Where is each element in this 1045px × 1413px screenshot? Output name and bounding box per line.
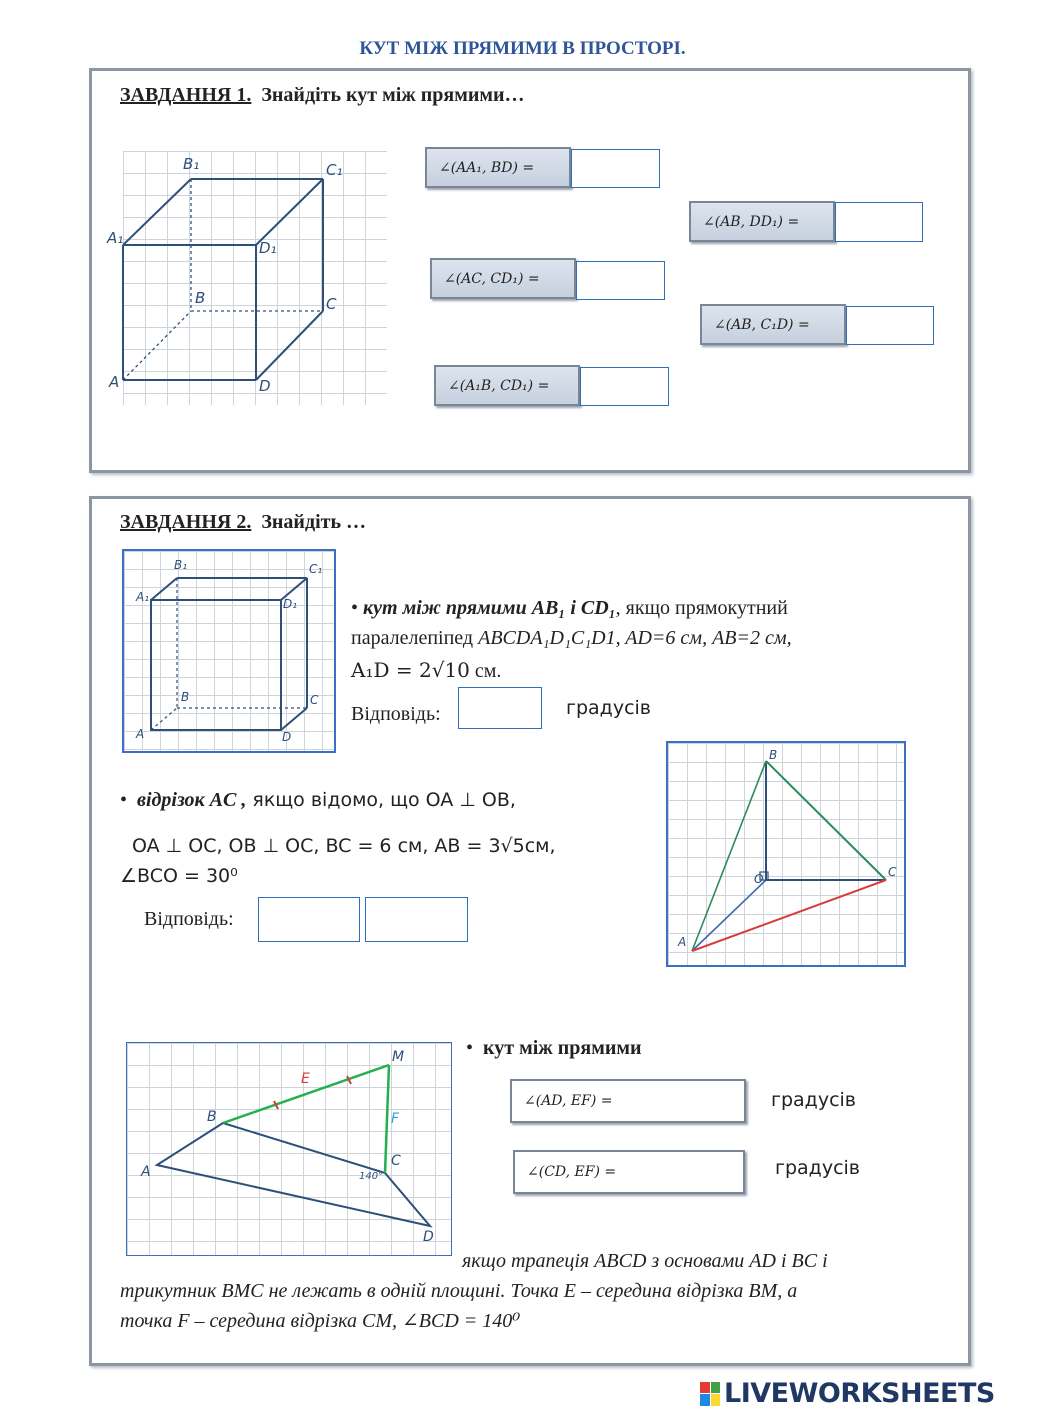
edge-ac bbox=[692, 880, 886, 951]
expr-aa1-bd: ∠(AA₁, BD) = bbox=[425, 147, 571, 188]
task1-title-text: Знайдіть кут між прямими… bbox=[261, 84, 525, 106]
item2-answer-input-2[interactable] bbox=[365, 897, 468, 942]
box-edge-ab-hidden bbox=[151, 708, 177, 730]
item1-answer-label: Відповідь: bbox=[351, 703, 441, 725]
item3-condition-2-text: трикутник BMC не лежать в одній площині. Точка E – середина відрізка BM, а bbox=[120, 1280, 798, 1302]
liveworksheets-brand: LIVEWORKSHEETS bbox=[724, 1378, 995, 1409]
box-label-b: B bbox=[181, 690, 190, 704]
box-label-c: C bbox=[310, 693, 319, 707]
cube-label-a: A bbox=[109, 373, 120, 391]
item2-answer-label: Відповідь: bbox=[144, 908, 234, 930]
item1-bold: кут між прямими AB₁ і CD₁ bbox=[363, 597, 616, 619]
item3-condition-3-text: точка F – середина відрізка CM, ∠BCD = 140⁰ bbox=[120, 1310, 521, 1332]
tetra-label-c: C bbox=[888, 865, 897, 879]
item2-line3: ∠BCO = 30⁰ bbox=[120, 865, 238, 887]
cube-label-c1: C₁ bbox=[326, 161, 343, 179]
item3-condition-1-text: якщо трапеція ABCD з основами AD і BC і bbox=[462, 1250, 828, 1272]
item1-formula: A₁D = 2√10 bbox=[351, 658, 470, 682]
cube-label-d1: D₁ bbox=[259, 239, 277, 257]
trap-label-d: D bbox=[423, 1229, 434, 1245]
trap-label-f: F bbox=[391, 1111, 400, 1127]
item1-line3 bbox=[351, 655, 751, 686]
item3-condition-3 bbox=[120, 1306, 940, 1336]
tetra-label-a: A bbox=[678, 935, 687, 949]
item1-line2-a: паралелепіпед bbox=[351, 627, 479, 649]
cube-label-a1: A₁ bbox=[107, 229, 124, 247]
task1-panel bbox=[89, 68, 971, 473]
edge-d1c1 bbox=[256, 179, 323, 245]
trap-label-c: C bbox=[391, 1153, 401, 1169]
item1-answer-input[interactable] bbox=[458, 687, 542, 729]
item1-unit: градусів bbox=[566, 697, 651, 719]
task1-cube-figure bbox=[107, 151, 387, 405]
tetra-label-o: O bbox=[754, 872, 764, 886]
item1-text1: , якщо прямокутний bbox=[615, 597, 788, 619]
edge-ab bbox=[692, 761, 766, 951]
page-title: КУТ МІЖ ПРЯМИМИ В ПРОСТОРІ. bbox=[359, 38, 686, 59]
task2-title-text: Знайдіть … bbox=[261, 511, 367, 533]
answer-input-aa1-bd[interactable] bbox=[571, 149, 660, 188]
item1-line2 bbox=[351, 623, 911, 653]
item1-line1 bbox=[351, 593, 871, 623]
trap-label-b: B bbox=[207, 1109, 217, 1125]
item1-bullet: • bbox=[351, 597, 359, 619]
box-front-face bbox=[151, 600, 281, 730]
cube-label-b: B bbox=[195, 289, 206, 307]
task2-title bbox=[120, 511, 366, 534]
item1-unit-cm: см. bbox=[469, 660, 502, 682]
trap-label-e: E bbox=[301, 1071, 310, 1087]
item2-bullet: • bbox=[120, 789, 128, 811]
trap-angle-label: 140° bbox=[359, 1171, 384, 1182]
item3-bold: кут між прямими bbox=[483, 1037, 642, 1059]
item2-text1: якщо відомо, що OA ⊥ OB, bbox=[246, 789, 516, 811]
edge-bc bbox=[766, 761, 886, 880]
box-label-b1: B₁ bbox=[174, 558, 188, 572]
answer-input-ab-c1d[interactable] bbox=[846, 306, 934, 345]
box-edge-a1b1 bbox=[151, 578, 177, 600]
box-label-a: A bbox=[136, 727, 145, 741]
item3-figure bbox=[126, 1042, 452, 1256]
answer-input-ab-dd1[interactable] bbox=[835, 202, 923, 242]
task2-box-figure bbox=[122, 549, 336, 753]
segment-mc bbox=[385, 1065, 389, 1173]
trap-label-a: A bbox=[141, 1164, 151, 1180]
liveworksheets-logo-icon bbox=[700, 1382, 720, 1406]
box-label-d1: D₁ bbox=[283, 597, 298, 611]
box-label-d: D bbox=[282, 730, 292, 744]
task2-title-number: ЗАВДАННЯ 2. bbox=[120, 511, 252, 533]
task1-title-number: ЗАВДАННЯ 1. bbox=[120, 84, 252, 106]
edge-a1b1 bbox=[123, 179, 191, 245]
expr-ab-dd1: ∠(AB, DD₁) = bbox=[689, 201, 835, 242]
answer-input-ac-cd1[interactable] bbox=[576, 261, 665, 300]
task2-panel bbox=[89, 496, 971, 1366]
box-label-a1: A₁ bbox=[136, 590, 150, 604]
cube-label-b1: B₁ bbox=[183, 155, 200, 173]
box-label-c1: C₁ bbox=[309, 562, 323, 576]
item2-figure bbox=[666, 741, 906, 967]
liveworksheets-logo[interactable] bbox=[700, 1378, 995, 1409]
tetra-label-b: B bbox=[769, 748, 778, 762]
trap-label-m: M bbox=[392, 1049, 405, 1065]
item3-unit-2: градусів bbox=[775, 1157, 860, 1179]
item3-condition-2 bbox=[120, 1276, 940, 1306]
item2-answer-input-1[interactable] bbox=[258, 897, 360, 942]
item3-bullet: • bbox=[466, 1037, 474, 1059]
answer-input-a1b-cd1[interactable] bbox=[580, 367, 669, 406]
cube-label-d: D bbox=[259, 377, 271, 395]
edge-ab-hidden bbox=[123, 311, 191, 380]
edge-oa bbox=[692, 880, 766, 951]
expr-cd-ef: ∠(CD, EF) = bbox=[513, 1150, 745, 1194]
expr-ab-c1d: ∠(AB, C₁D) = bbox=[700, 304, 846, 345]
trapezoid-abcd bbox=[157, 1123, 430, 1226]
item3-unit-1: градусів bbox=[771, 1089, 856, 1111]
item2-line2: OA ⊥ OC, OB ⊥ OC, BC = 6 см, AB = 3√5см, bbox=[132, 835, 556, 857]
task1-title bbox=[120, 84, 525, 107]
edge-dc bbox=[256, 311, 323, 380]
expr-ad-ef: ∠(AD, EF) = bbox=[510, 1079, 746, 1123]
expr-a1b-cd1: ∠(A₁B, CD₁) = bbox=[434, 365, 580, 406]
expr-ac-cd1: ∠(AC, CD₁) = bbox=[430, 258, 576, 299]
box-edge-dc bbox=[281, 708, 307, 730]
item1-line2-b: ABCDA₁D₁C₁D1, AD=6 см, AB=2 см, bbox=[478, 627, 792, 649]
item3-condition-1 bbox=[462, 1246, 942, 1276]
item2-line1 bbox=[120, 785, 590, 815]
item3-heading bbox=[466, 1033, 642, 1063]
cube-label-c: C bbox=[326, 295, 337, 313]
item2-bold: відрізок AC , bbox=[137, 789, 247, 811]
